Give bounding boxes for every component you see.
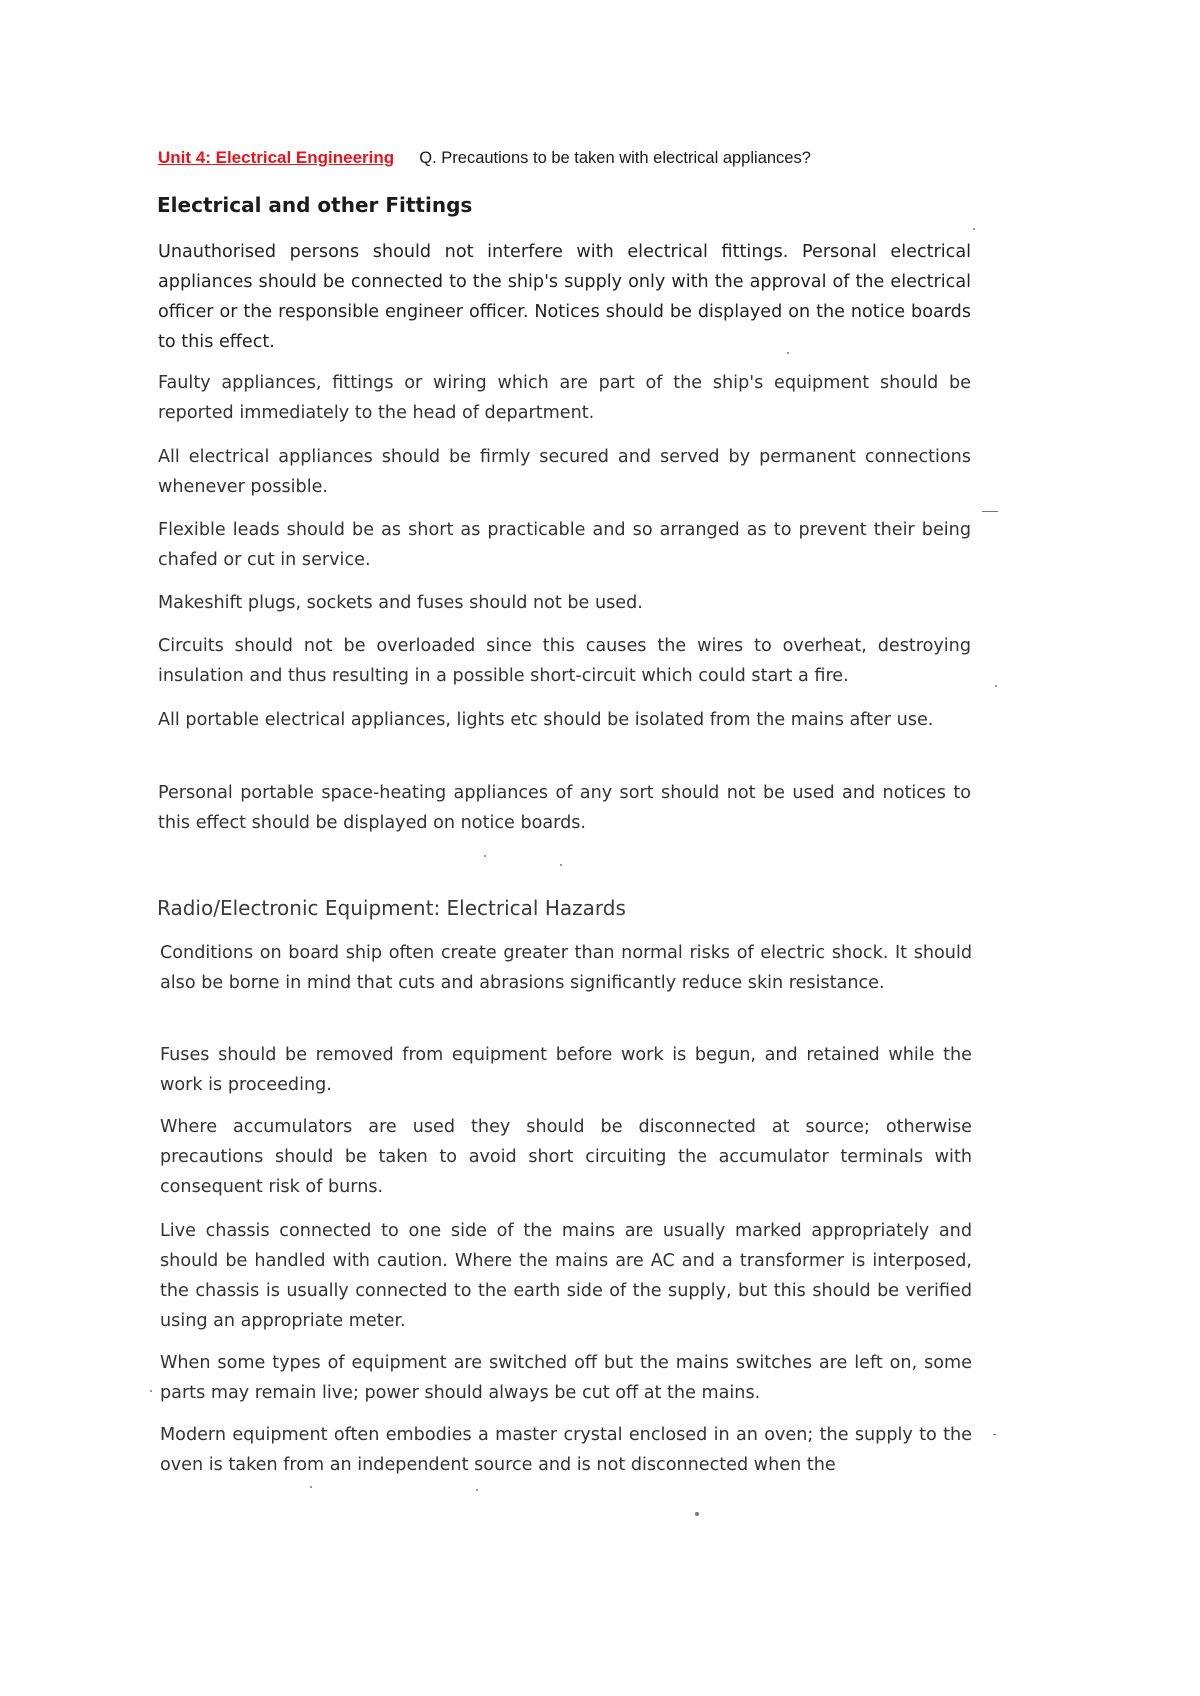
scan-speck xyxy=(560,864,562,866)
scan-speck xyxy=(982,511,998,512)
unit-title: Unit 4: Electrical Engineering xyxy=(158,148,395,167)
scan-speck xyxy=(695,1512,699,1516)
paragraph: Live chassis connected to one side of the mains are usually marked appropriately and should be handled with caution. Where the mains are AC and a transformer is interposed, the chassis is usually connected to the earth side of the supply, but this should be verified using an appropriate meter. xyxy=(160,1221,972,1331)
paragraph: Faulty appliances, fittings or wiring which are part of the ship's equipment should be reported immediately to the head of department. xyxy=(158,373,971,423)
scan-speck xyxy=(484,855,486,857)
scan-speck xyxy=(310,1486,312,1488)
scan-speck xyxy=(995,685,997,687)
paragraph: Circuits should not be overloaded since this causes the wires to overheat, destroying insulation and thus resulting in a possible short-circuit which could start a fire. xyxy=(158,636,971,686)
paragraph: Where accumulators are used they should be disconnected at source; otherwise precautions should be taken to avoid short circuiting the accumulator terminals with consequent risk of burns. xyxy=(160,1117,972,1197)
scan-speck xyxy=(150,1390,152,1392)
paragraph: All portable electrical appliances, lights etc should be isolated from the mains after use. xyxy=(158,710,934,730)
scan-speck xyxy=(476,1489,478,1491)
paragraph: Personal portable space-heating appliances of any sort should not be used and notices to this effect should be displayed on notice boards. xyxy=(158,783,971,833)
question-text: Q. Precautions to be taken with electrical appliances? xyxy=(419,149,811,167)
scan-speck xyxy=(787,352,789,354)
paragraph: All electrical appliances should be firmly secured and served by permanent connections whenever possible. xyxy=(158,447,971,497)
paragraph: Fuses should be removed from equipment before work is begun, and retained while the work is proceeding. xyxy=(160,1045,972,1095)
paragraph: Unauthorised persons should not interfere with electrical fittings. Personal electrical appliances should be connected to the ship's supply only with the approval of the electrical officer or the responsible engineer officer. Notices should be displayed on the notice boards to this effect. xyxy=(158,242,971,352)
header-line xyxy=(158,148,1058,168)
section-heading-radio: Radio/Electronic Equipment: Electrical Hazards xyxy=(157,896,626,920)
scan-speck xyxy=(993,1434,996,1435)
paragraph: Conditions on board ship often create greater than normal risks of electric shock. It should also be borne in mind that cuts and abrasions significantly reduce skin resistance. xyxy=(160,943,972,993)
section-heading-fittings: Electrical and other Fittings xyxy=(157,193,473,217)
paragraph: Modern equipment often embodies a master crystal enclosed in an oven; the supply to the oven is taken from an independent source and is not disconnected when the xyxy=(160,1425,972,1475)
paragraph: When some types of equipment are switched off but the mains switches are left on, some parts may remain live; power should always be cut off at the mains. xyxy=(160,1353,972,1403)
paragraph: Makeshift plugs, sockets and fuses should not be used. xyxy=(158,593,643,613)
paragraph: Flexible leads should be as short as practicable and so arranged as to prevent their being chafed or cut in service. xyxy=(158,520,971,570)
scan-speck xyxy=(973,228,975,230)
